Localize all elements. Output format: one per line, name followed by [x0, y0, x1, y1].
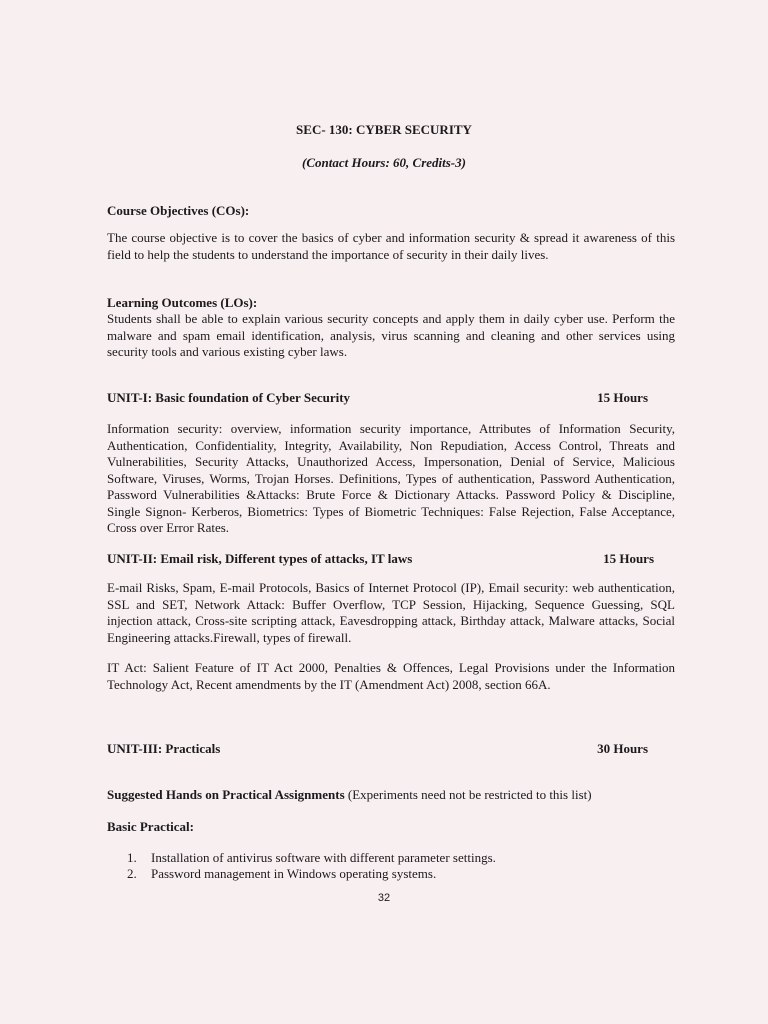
course-subtitle: (Contact Hours: 60, Credits-3)	[302, 155, 466, 170]
suggested-assignments-bold: Suggested Hands on Practical Assignments	[107, 787, 345, 802]
course-objectives-text: The course objective is to cover the basics of cyber and information security & spread it awareness of this field to help the students to understand the importance of security in their daily lives.	[107, 230, 675, 262]
unit2-text-it-act: IT Act: Salient Feature of IT Act 2000, Penalties & Offences, Legal Provisions under the Information Technology Act, Recent amendments by the IT (Amendment Act) 2008, section 66A.	[107, 660, 675, 692]
suggested-assignments-line	[107, 787, 675, 804]
unit2-text-topics: E-mail Risks, Spam, E-mail Protocols, Basics of Internet Protocol (IP), Email security: web authentication, SSL and SET, Network Attack: Buffer Overflow, TCP Session, Hijacking, Sequence Guessing, SQL injection attack, Cross-site scripting attack, Eavesdropping attack, Birthday attack, Malware attacks, Social Engineering attacks.Firewall, types of firewall.	[107, 580, 675, 645]
unit2-hours: 15 Hours	[603, 551, 654, 566]
list-item-number: 2.	[127, 866, 137, 881]
list-item-number: 1.	[127, 850, 137, 865]
unit3-heading-row	[107, 741, 648, 757]
unit1-hours: 15 Hours	[597, 390, 648, 405]
unit2-title: UNIT-II: Email risk, Different types of attacks, IT laws	[107, 551, 413, 566]
suggested-assignments-note: (Experiments need not be restricted to this list)	[344, 787, 592, 802]
unit1-heading-row	[107, 390, 648, 406]
unit1-title: UNIT-I: Basic foundation of Cyber Security	[107, 390, 351, 405]
unit1-text: Information security: overview, information security importance, Attributes of Information Security, Authentication, Confidentiality, Integrity, Availability, Non Repudiation, Access Control, Threats and Vulnerabilities, Security Attacks, Unauthorized Access, Impersonation, Denial of Service, Malicious Software, Viruses, Worms, Trojan Horses. Definitions, Types of authentication, Password Authentication, Password Vulnerabilities &Attacks: Brute Force & Dictionary Attacks. Password Policy & Discipline, Single Signon- Kerberos, Biometrics: Types of Biometric Techniques: False Rejection, False Acceptance, Cross over Error Rates.	[107, 421, 675, 535]
learning-outcomes-text: Students shall be able to explain various security concepts and apply them in daily cyber use. Perform the malware and spam email identification, analysis, virus scanning and cleaning and other services using security tools and various existing cyber laws.	[107, 311, 675, 359]
list-item-text: Password management in Windows operating systems.	[151, 866, 437, 881]
unit3-title: UNIT-III: Practicals	[107, 741, 221, 756]
unit3-hours: 30 Hours	[597, 741, 648, 756]
basic-practical-heading: Basic Practical:	[107, 819, 194, 834]
learning-outcomes-heading: Learning Outcomes (LOs):	[107, 295, 258, 310]
list-item-text: Installation of antivirus software with different parameter settings.	[151, 850, 496, 865]
list-item	[127, 850, 496, 867]
course-objectives-heading: Course Objectives (COs):	[107, 203, 250, 218]
page-number: 32	[377, 892, 391, 904]
list-item	[127, 866, 436, 883]
unit2-heading-row	[107, 551, 654, 567]
course-title: SEC- 130: CYBER SECURITY	[296, 122, 472, 137]
